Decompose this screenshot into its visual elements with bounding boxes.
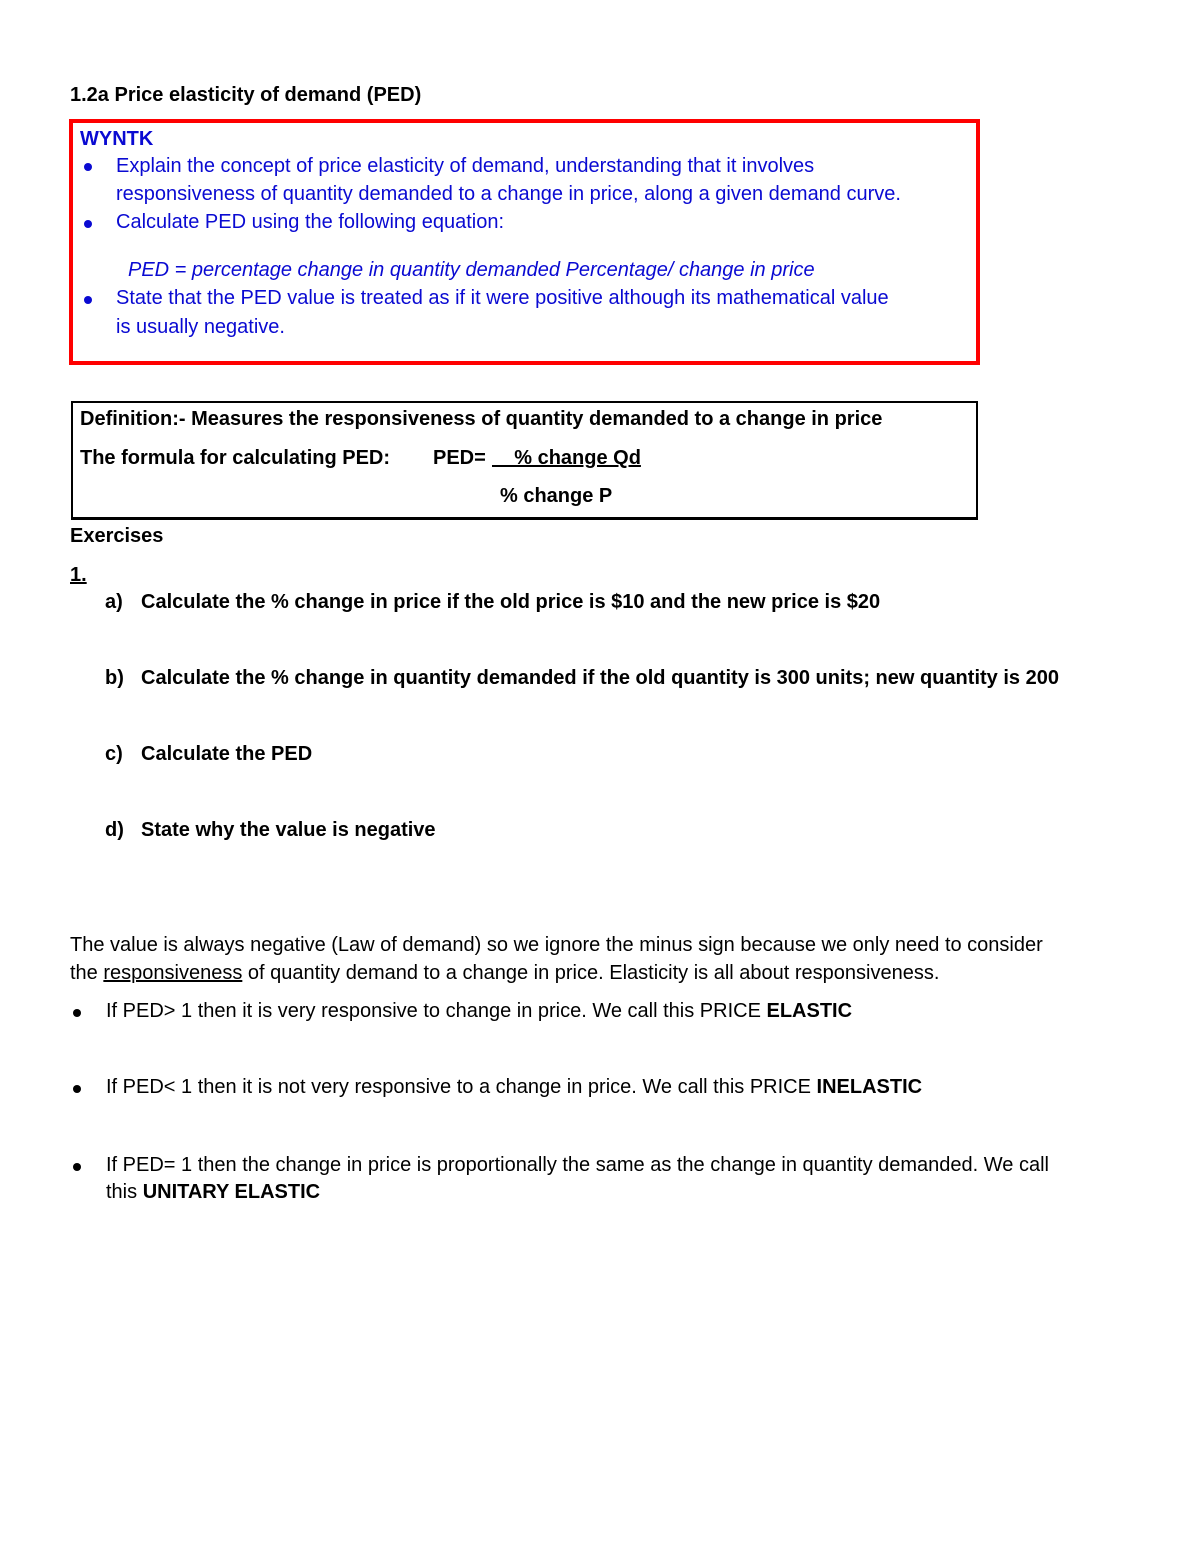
rule-inelastic	[106, 1076, 922, 1099]
wyntk-bullet-1-dot	[84, 163, 92, 171]
rule-unitary-text: this	[106, 1181, 143, 1203]
rule-inelastic-text: If PED< 1 then it is not very responsive to a change in price. We call this PRICE	[106, 1076, 817, 1098]
wyntk-heading: WYNTK	[80, 128, 154, 150]
rule-elastic	[106, 1000, 852, 1023]
formula-numerator: % change Qd	[492, 447, 641, 469]
wyntk-bullet-1-line1: Explain the concept of price elasticity of demand, understanding that it involves	[116, 155, 815, 177]
exercise-a-letter: a)	[105, 591, 123, 613]
explanation-line-2-pre: the	[70, 962, 104, 984]
wyntk-equation: PED = percentage change in quantity demanded Percentage/ change in price	[128, 259, 815, 281]
exercise-d-letter: d)	[105, 819, 124, 841]
formula-label: The formula for calculating PED:	[80, 447, 391, 469]
exercises-heading: Exercises	[70, 525, 164, 547]
rule-unitary-dot	[73, 1163, 81, 1171]
explanation-keyword: responsiveness	[103, 962, 243, 984]
wyntk-bullet-3-dot	[84, 296, 92, 304]
wyntk-bullet-3-line1: State that the PED value is treated as if it were positive although its mathematical value	[116, 287, 889, 309]
explanation-line-1: The value is always negative (Law of demand) so we ignore the minus sign because we only need to consider	[70, 934, 1043, 956]
explanation-line-2	[70, 962, 939, 985]
exercise-b-text: Calculate the % change in quantity demanded if the old quantity is 300 units; new quantity is 200	[141, 667, 1059, 689]
rule-unitary-term: UNITARY ELASTIC	[142, 1181, 321, 1203]
exercise-d-text: State why the value is negative	[141, 819, 436, 841]
exercise-number: 1.	[70, 564, 87, 586]
definition-text: Definition:- Measures the responsiveness of quantity demanded to a change in price	[80, 408, 883, 430]
rule-inelastic-term: INELASTIC	[816, 1076, 923, 1098]
exercise-a-text: Calculate the % change in price if the old price is $10 and the new price is $20	[141, 591, 881, 613]
rule-inelastic-dot	[73, 1085, 81, 1093]
formula-denominator: % change P	[500, 485, 613, 507]
wyntk-bullet-3-line2: is usually negative.	[116, 316, 285, 338]
rule-unitary-line-2	[106, 1181, 320, 1204]
rule-unitary-line-1: If PED= 1 then the change in price is proportionally the same as the change in quantity demanded. We call	[106, 1154, 1049, 1176]
rule-elastic-term: ELASTIC	[766, 1000, 853, 1022]
exercise-b-letter: b)	[105, 667, 124, 689]
exercise-c-letter: c)	[105, 743, 123, 765]
wyntk-bullet-2-dot	[84, 220, 92, 228]
explanation-line-2-post: of quantity demand to a change in price. Elasticity is all about responsiveness.	[242, 962, 940, 984]
rule-elastic-text: If PED> 1 then it is very responsive to change in price. We call this PRICE	[106, 1000, 767, 1022]
wyntk-bullet-2: Calculate PED using the following equation:	[116, 211, 505, 233]
wyntk-bullet-1-line2: responsiveness of quantity demanded to a change in price, along a given demand curve.	[116, 183, 901, 205]
rule-elastic-dot	[73, 1009, 81, 1017]
formula-lhs: PED=	[433, 447, 486, 469]
exercise-c-text: Calculate the PED	[141, 743, 313, 765]
page-title: 1.2a Price elasticity of demand (PED)	[70, 84, 422, 106]
